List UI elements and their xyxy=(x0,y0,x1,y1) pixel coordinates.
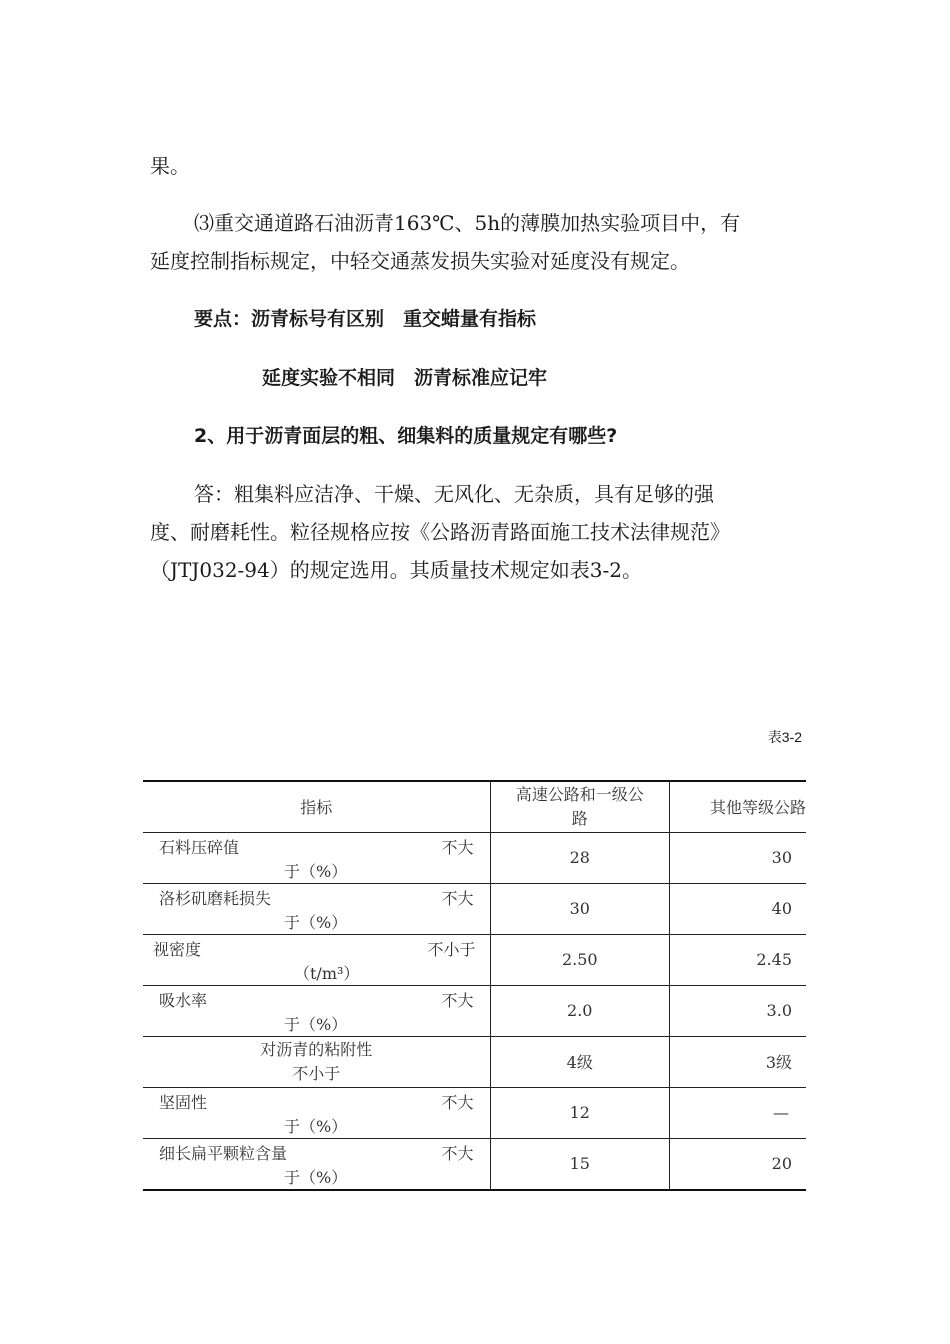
key-points-line-1: 要点：沥青标号有区别 重交蜡量有指标 xyxy=(194,308,537,330)
indicator-name: 石料压碎值 xyxy=(159,837,240,857)
header-other-roads: 其他等级公路 xyxy=(669,781,806,832)
indicator-cell xyxy=(143,883,490,934)
highway-value: 2.0 xyxy=(490,985,669,1036)
indicator-unit: 于（%） xyxy=(284,912,348,932)
indicator-requirement: 不小于 xyxy=(292,1063,341,1083)
indicator-name: 坚固性 xyxy=(159,1092,208,1112)
indicator-cell xyxy=(143,934,490,985)
other-value: 20 xyxy=(669,1138,806,1190)
highway-value: 4级 xyxy=(490,1036,669,1087)
answer-line-2: 度、耐磨耗性。粒径规格应按《公路沥青路面施工技术法律规范》 xyxy=(150,520,730,544)
table-row xyxy=(143,934,806,985)
highway-value: 30 xyxy=(490,883,669,934)
highway-value: 15 xyxy=(490,1138,669,1190)
indicator-requirement: 不大 xyxy=(441,1092,474,1112)
question-heading: 2、用于沥青面层的粗、细集料的质量规定有哪些? xyxy=(194,425,618,447)
indicator-cell xyxy=(143,985,490,1036)
indicator-unit: 于（%） xyxy=(284,1014,348,1034)
indicator-cell xyxy=(143,1138,490,1190)
indicator-cell xyxy=(143,1036,490,1087)
other-value: 40 xyxy=(669,883,806,934)
table-row xyxy=(143,985,806,1036)
other-value: 2.45 xyxy=(669,934,806,985)
indicator-cell xyxy=(143,832,490,883)
answer-line-1: 答：粗集料应洁净、干燥、无风化、无杂质，具有足够的强 xyxy=(194,482,714,506)
indicator-name: 对沥青的粘附性 xyxy=(260,1039,373,1059)
key-points-line-2: 延度实验不相同 沥青标准应记牢 xyxy=(262,367,548,389)
table-header-row xyxy=(143,781,806,832)
indicator-unit: 于（%） xyxy=(284,1116,348,1136)
table-row xyxy=(143,832,806,883)
highway-value: 12 xyxy=(490,1087,669,1138)
table-row xyxy=(143,1138,806,1190)
paragraph-tail: 果。 xyxy=(150,154,190,178)
paragraph-3-line-1: ⑶重交通道路石油沥青163℃、5h的薄膜加热实验项目中，有 xyxy=(194,211,741,235)
header-indicator: 指标 xyxy=(143,781,490,832)
indicator-requirement: 不小于 xyxy=(427,939,476,959)
indicator-requirement: 不大 xyxy=(441,990,474,1010)
table-row xyxy=(143,1087,806,1138)
aggregate-quality-table xyxy=(143,780,806,1191)
indicator-unit: （t/m³） xyxy=(294,963,360,983)
highway-value: 28 xyxy=(490,832,669,883)
indicator-requirement: 不大 xyxy=(441,888,474,908)
other-value: 3.0 xyxy=(669,985,806,1036)
indicator-name: 吸水率 xyxy=(159,990,208,1010)
indicator-cell xyxy=(143,1087,490,1138)
header-highway xyxy=(490,781,669,832)
paragraph-3-line-2: 延度控制指标规定，中轻交通蒸发损失实验对延度没有规定。 xyxy=(150,249,690,273)
indicator-name: 洛杉矶磨耗损失 xyxy=(159,888,272,908)
indicator-requirement: 不大 xyxy=(441,1143,474,1163)
answer-line-3: （JTJ032-94）的规定选用。其质量技术规定如表3-2。 xyxy=(150,558,642,582)
indicator-name: 细长扁平颗粒含量 xyxy=(159,1143,288,1163)
highway-value: 2.50 xyxy=(490,934,669,985)
indicator-unit: 于（%） xyxy=(284,861,348,881)
indicator-requirement: 不大 xyxy=(441,837,474,857)
table-row xyxy=(143,883,806,934)
indicator-unit: 于（%） xyxy=(284,1167,348,1187)
other-value: 30 xyxy=(669,832,806,883)
header-highway-line-1: 高速公路和一级公 xyxy=(515,784,644,804)
table-row xyxy=(143,1036,806,1087)
header-highway-line-2: 路 xyxy=(571,808,588,828)
other-value: 3级 xyxy=(669,1036,806,1087)
other-value: — xyxy=(669,1087,806,1138)
table-caption: 表3-2 xyxy=(767,729,802,745)
indicator-name: 视密度 xyxy=(153,939,202,959)
